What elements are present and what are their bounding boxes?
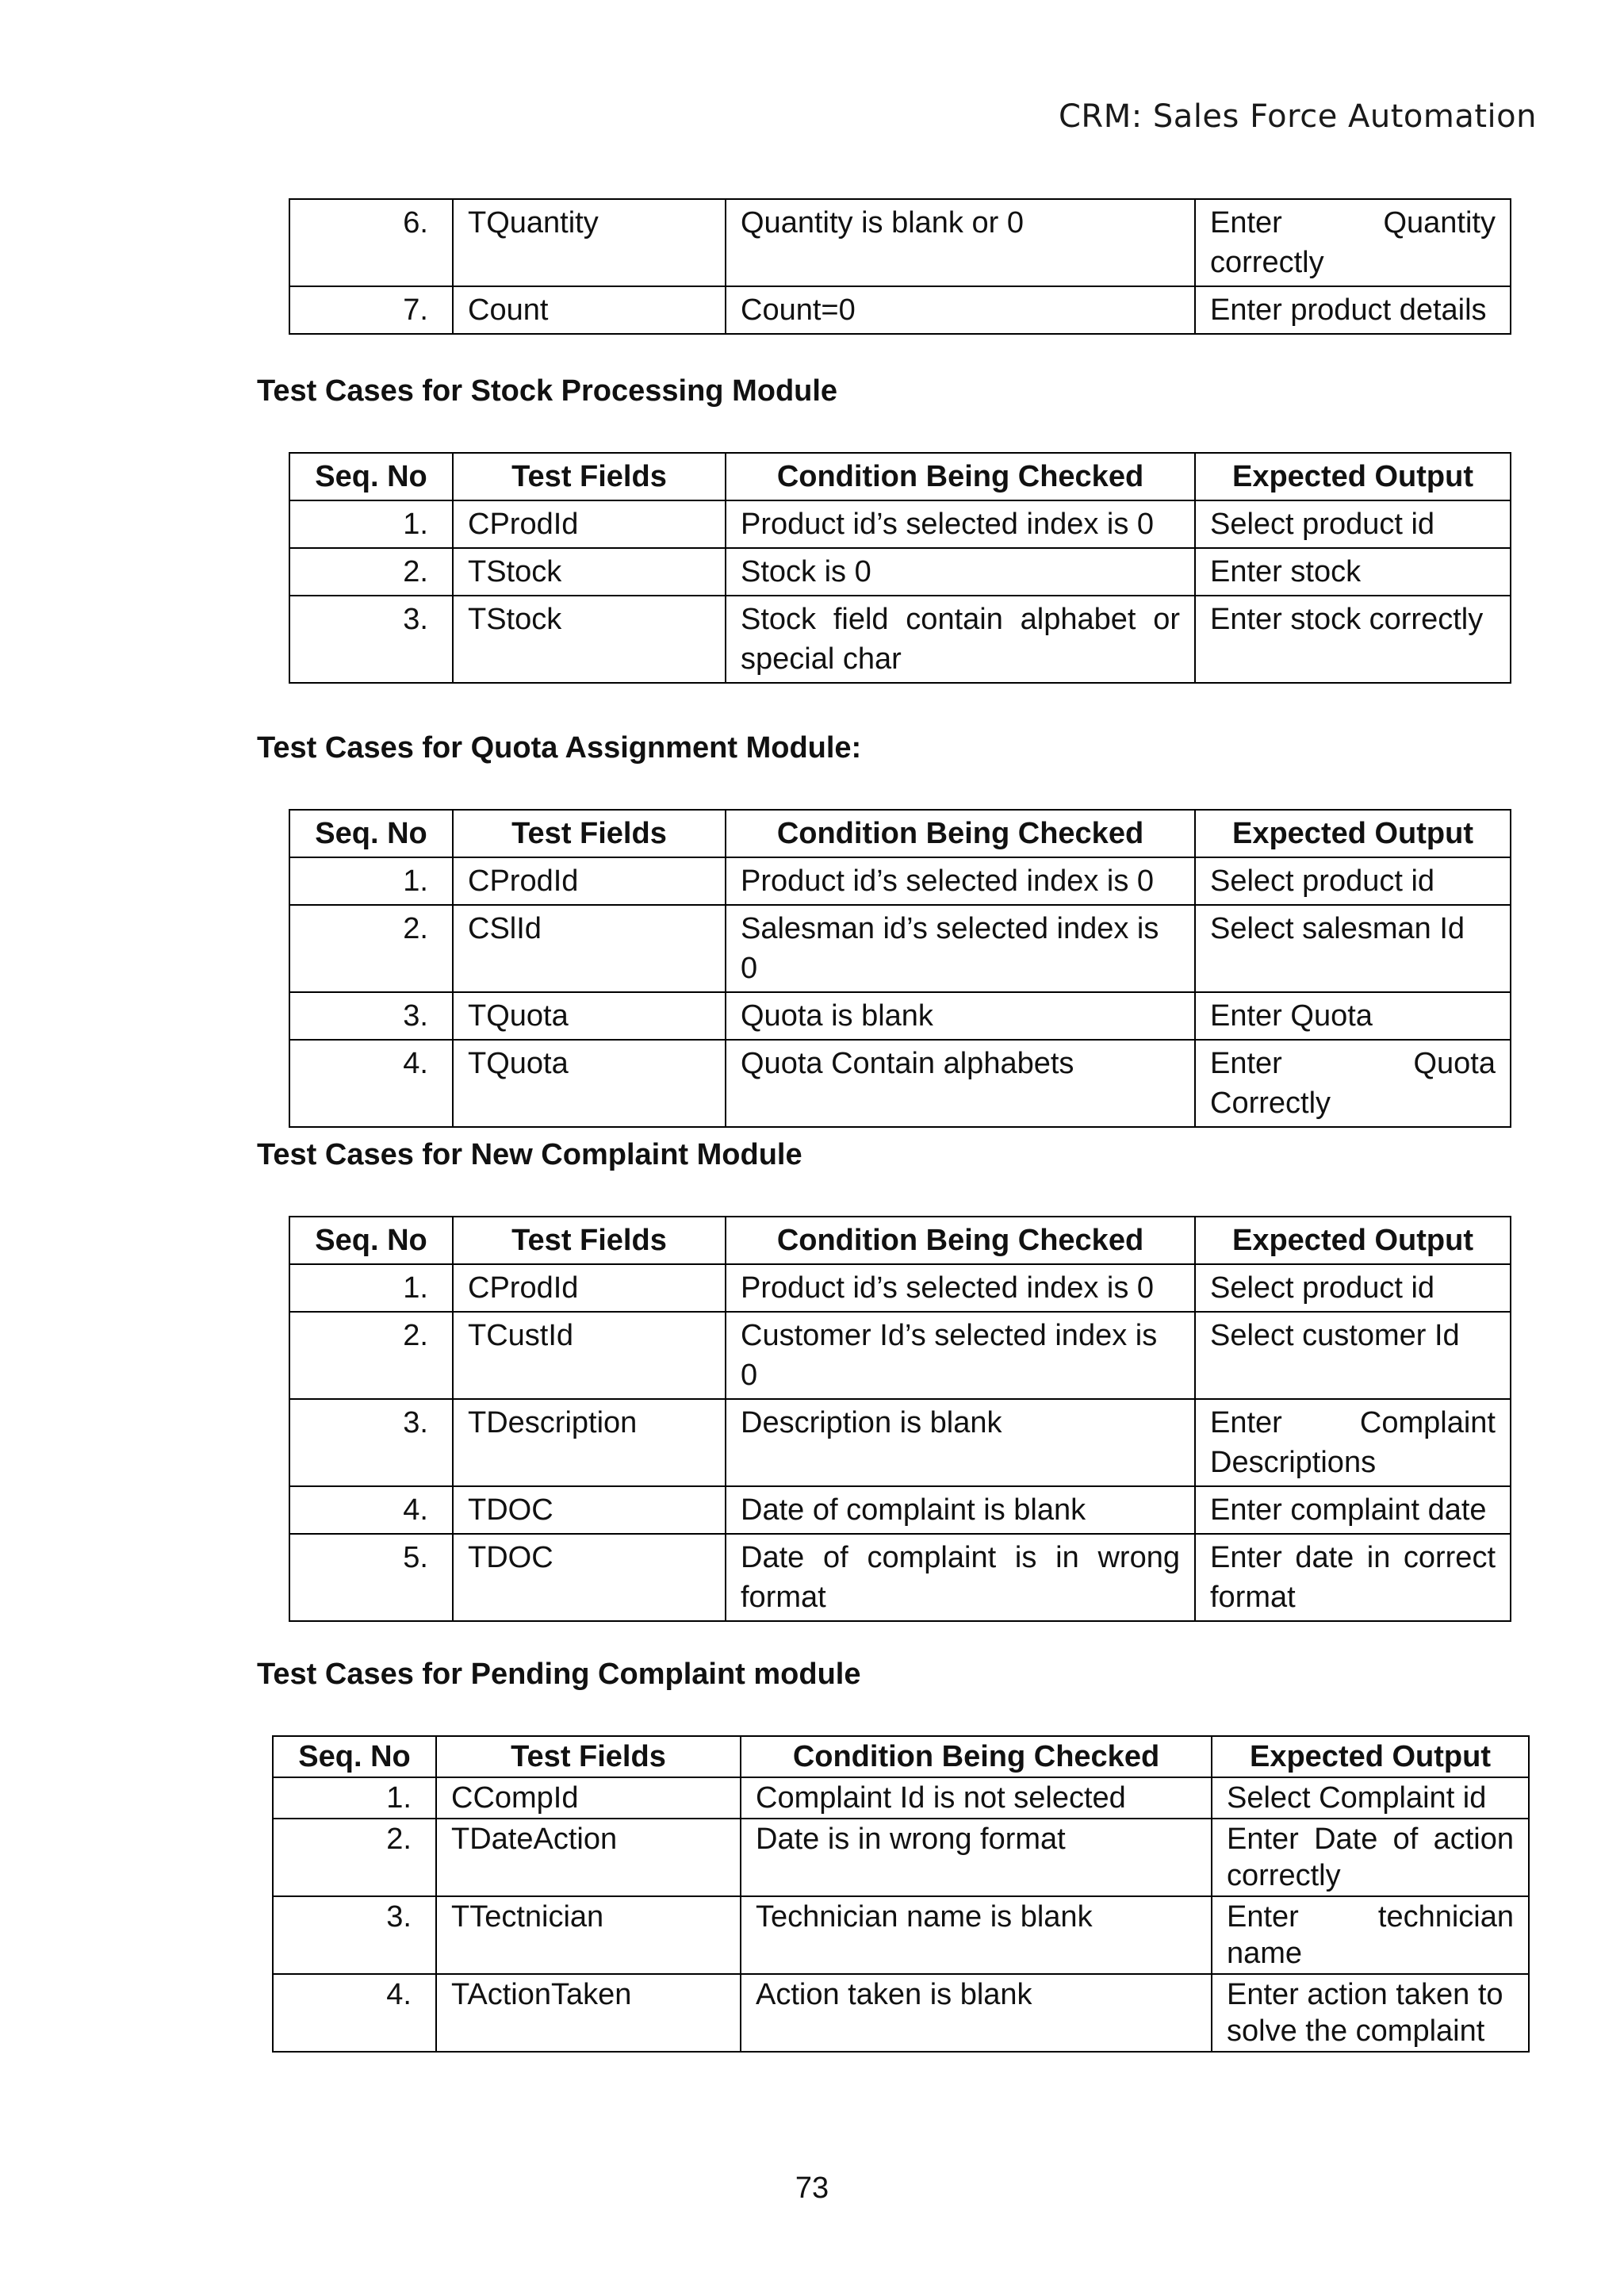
output-cell: Enter Quantity correctly xyxy=(1195,199,1511,286)
condition-cell: Stock is 0 xyxy=(726,548,1195,596)
field-cell: CSlId xyxy=(453,905,726,992)
table-row xyxy=(289,1312,1511,1399)
header-seq: Seq. No xyxy=(289,453,453,500)
pending-complaint-test-table xyxy=(272,1735,1530,2053)
table-row xyxy=(289,905,1511,992)
condition-cell: Product id’s selected index is 0 xyxy=(726,857,1195,905)
table-row xyxy=(273,1974,1529,2052)
table-row xyxy=(289,199,1511,286)
output-cell: Enter product details xyxy=(1195,286,1511,334)
condition-cell: Customer Id’s selected index is 0 xyxy=(726,1312,1195,1399)
seq-cell: 1. xyxy=(289,857,453,905)
field-cell: TStock xyxy=(453,596,726,683)
section-title-stock: Test Cases for Stock Processing Module xyxy=(257,374,838,408)
seq-cell: 2. xyxy=(289,548,453,596)
new-complaint-test-table xyxy=(289,1216,1511,1622)
condition-cell: Salesman id’s selected index is 0 xyxy=(726,905,1195,992)
seq-cell: 5. xyxy=(289,1534,453,1621)
header-output: Expected Output xyxy=(1195,453,1511,500)
field-cell: CProdId xyxy=(453,1264,726,1312)
condition-cell: Action taken is blank xyxy=(741,1974,1212,2052)
table-header-row xyxy=(289,810,1511,857)
condition-cell: Date of complaint is in wrong format xyxy=(726,1534,1195,1621)
header-fields: Test Fields xyxy=(453,810,726,857)
seq-cell: 3. xyxy=(289,596,453,683)
condition-cell: Technician name is blank xyxy=(741,1896,1212,1974)
table-row xyxy=(289,500,1511,548)
header-seq: Seq. No xyxy=(289,1217,453,1264)
field-cell: TDOC xyxy=(453,1486,726,1534)
seq-cell: 2. xyxy=(273,1819,436,1896)
output-cell: Select product id xyxy=(1195,1264,1511,1312)
condition-cell: Product id’s selected index is 0 xyxy=(726,500,1195,548)
section-title-pending-complaint: Test Cases for Pending Complaint module xyxy=(257,1658,861,1691)
field-cell: TQuota xyxy=(453,1040,726,1127)
table-row xyxy=(289,992,1511,1040)
header-seq: Seq. No xyxy=(289,810,453,857)
field-cell: CCompId xyxy=(436,1777,741,1819)
table-header-row xyxy=(273,1736,1529,1777)
output-cell: Enter stock correctly xyxy=(1195,596,1511,683)
condition-cell: Product id’s selected index is 0 xyxy=(726,1264,1195,1312)
seq-cell: 1. xyxy=(289,1264,453,1312)
table-row xyxy=(289,1534,1511,1621)
output-cell: Select Complaint id xyxy=(1212,1777,1529,1819)
table-row xyxy=(289,1040,1511,1127)
table-header-row xyxy=(289,453,1511,500)
field-cell: TDateAction xyxy=(436,1819,741,1896)
page-number: 73 xyxy=(795,2171,829,2205)
table-row xyxy=(289,596,1511,683)
field-cell: TCustId xyxy=(453,1312,726,1399)
output-cell: Enter Complaint Descriptions xyxy=(1195,1399,1511,1486)
field-cell: TDOC xyxy=(453,1534,726,1621)
table-header-row xyxy=(289,1217,1511,1264)
table-row xyxy=(273,1896,1529,1974)
condition-cell: Stock field contain alphabet or special char xyxy=(726,596,1195,683)
condition-cell: Count=0 xyxy=(726,286,1195,334)
condition-cell: Quantity is blank or 0 xyxy=(726,199,1195,286)
header-output: Expected Output xyxy=(1195,810,1511,857)
condition-cell: Complaint Id is not selected xyxy=(741,1777,1212,1819)
output-cell: Enter Quota Correctly xyxy=(1195,1040,1511,1127)
field-cell: TQuantity xyxy=(453,199,726,286)
header-condition: Condition Being Checked xyxy=(726,1217,1195,1264)
field-cell: TTectnician xyxy=(436,1896,741,1974)
output-cell: Enter Quota xyxy=(1195,992,1511,1040)
condition-cell: Quota is blank xyxy=(726,992,1195,1040)
seq-cell: 6. xyxy=(289,199,453,286)
output-cell: Select product id xyxy=(1195,857,1511,905)
table-row xyxy=(289,548,1511,596)
running-header: CRM: Sales Force Automation xyxy=(1058,98,1537,135)
output-cell: Enter action taken to solve the complaint xyxy=(1212,1974,1529,2052)
header-seq: Seq. No xyxy=(273,1736,436,1777)
seq-cell: 4. xyxy=(273,1974,436,2052)
header-condition: Condition Being Checked xyxy=(726,810,1195,857)
header-condition: Condition Being Checked xyxy=(741,1736,1212,1777)
condition-cell: Date is in wrong format xyxy=(741,1819,1212,1896)
field-cell: CProdId xyxy=(453,857,726,905)
output-cell: Enter stock xyxy=(1195,548,1511,596)
condition-cell: Quota Contain alphabets xyxy=(726,1040,1195,1127)
seq-cell: 1. xyxy=(273,1777,436,1819)
output-cell: Enter complaint date xyxy=(1195,1486,1511,1534)
section-title-quota: Test Cases for Quota Assignment Module: xyxy=(257,731,862,765)
field-cell: TStock xyxy=(453,548,726,596)
seq-cell: 3. xyxy=(273,1896,436,1974)
output-cell: Select customer Id xyxy=(1195,1312,1511,1399)
section-title-new-complaint: Test Cases for New Complaint Module xyxy=(257,1138,802,1171)
seq-cell: 4. xyxy=(289,1486,453,1534)
table-row xyxy=(289,1264,1511,1312)
table-row xyxy=(273,1777,1529,1819)
seq-cell: 3. xyxy=(289,992,453,1040)
header-fields: Test Fields xyxy=(436,1736,741,1777)
quota-test-table xyxy=(289,809,1511,1128)
header-fields: Test Fields xyxy=(453,453,726,500)
field-cell: TQuota xyxy=(453,992,726,1040)
table-row xyxy=(289,1486,1511,1534)
continued-test-table xyxy=(289,198,1511,335)
table-row xyxy=(289,1399,1511,1486)
field-cell: CProdId xyxy=(453,500,726,548)
output-cell: Enter technician name xyxy=(1212,1896,1529,1974)
header-output: Expected Output xyxy=(1212,1736,1529,1777)
seq-cell: 1. xyxy=(289,500,453,548)
seq-cell: 2. xyxy=(289,905,453,992)
field-cell: TActionTaken xyxy=(436,1974,741,2052)
table-row xyxy=(289,286,1511,334)
seq-cell: 4. xyxy=(289,1040,453,1127)
table-row xyxy=(273,1819,1529,1896)
seq-cell: 3. xyxy=(289,1399,453,1486)
output-cell: Select salesman Id xyxy=(1195,905,1511,992)
header-fields: Test Fields xyxy=(453,1217,726,1264)
header-condition: Condition Being Checked xyxy=(726,453,1195,500)
header-output: Expected Output xyxy=(1195,1217,1511,1264)
seq-cell: 7. xyxy=(289,286,453,334)
output-cell: Enter Date of action correctly xyxy=(1212,1819,1529,1896)
condition-cell: Date of complaint is blank xyxy=(726,1486,1195,1534)
seq-cell: 2. xyxy=(289,1312,453,1399)
field-cell: TDescription xyxy=(453,1399,726,1486)
stock-test-table xyxy=(289,452,1511,684)
condition-cell: Description is blank xyxy=(726,1399,1195,1486)
output-cell: Enter date in correct format xyxy=(1195,1534,1511,1621)
field-cell: Count xyxy=(453,286,726,334)
output-cell: Select product id xyxy=(1195,500,1511,548)
table-row xyxy=(289,857,1511,905)
